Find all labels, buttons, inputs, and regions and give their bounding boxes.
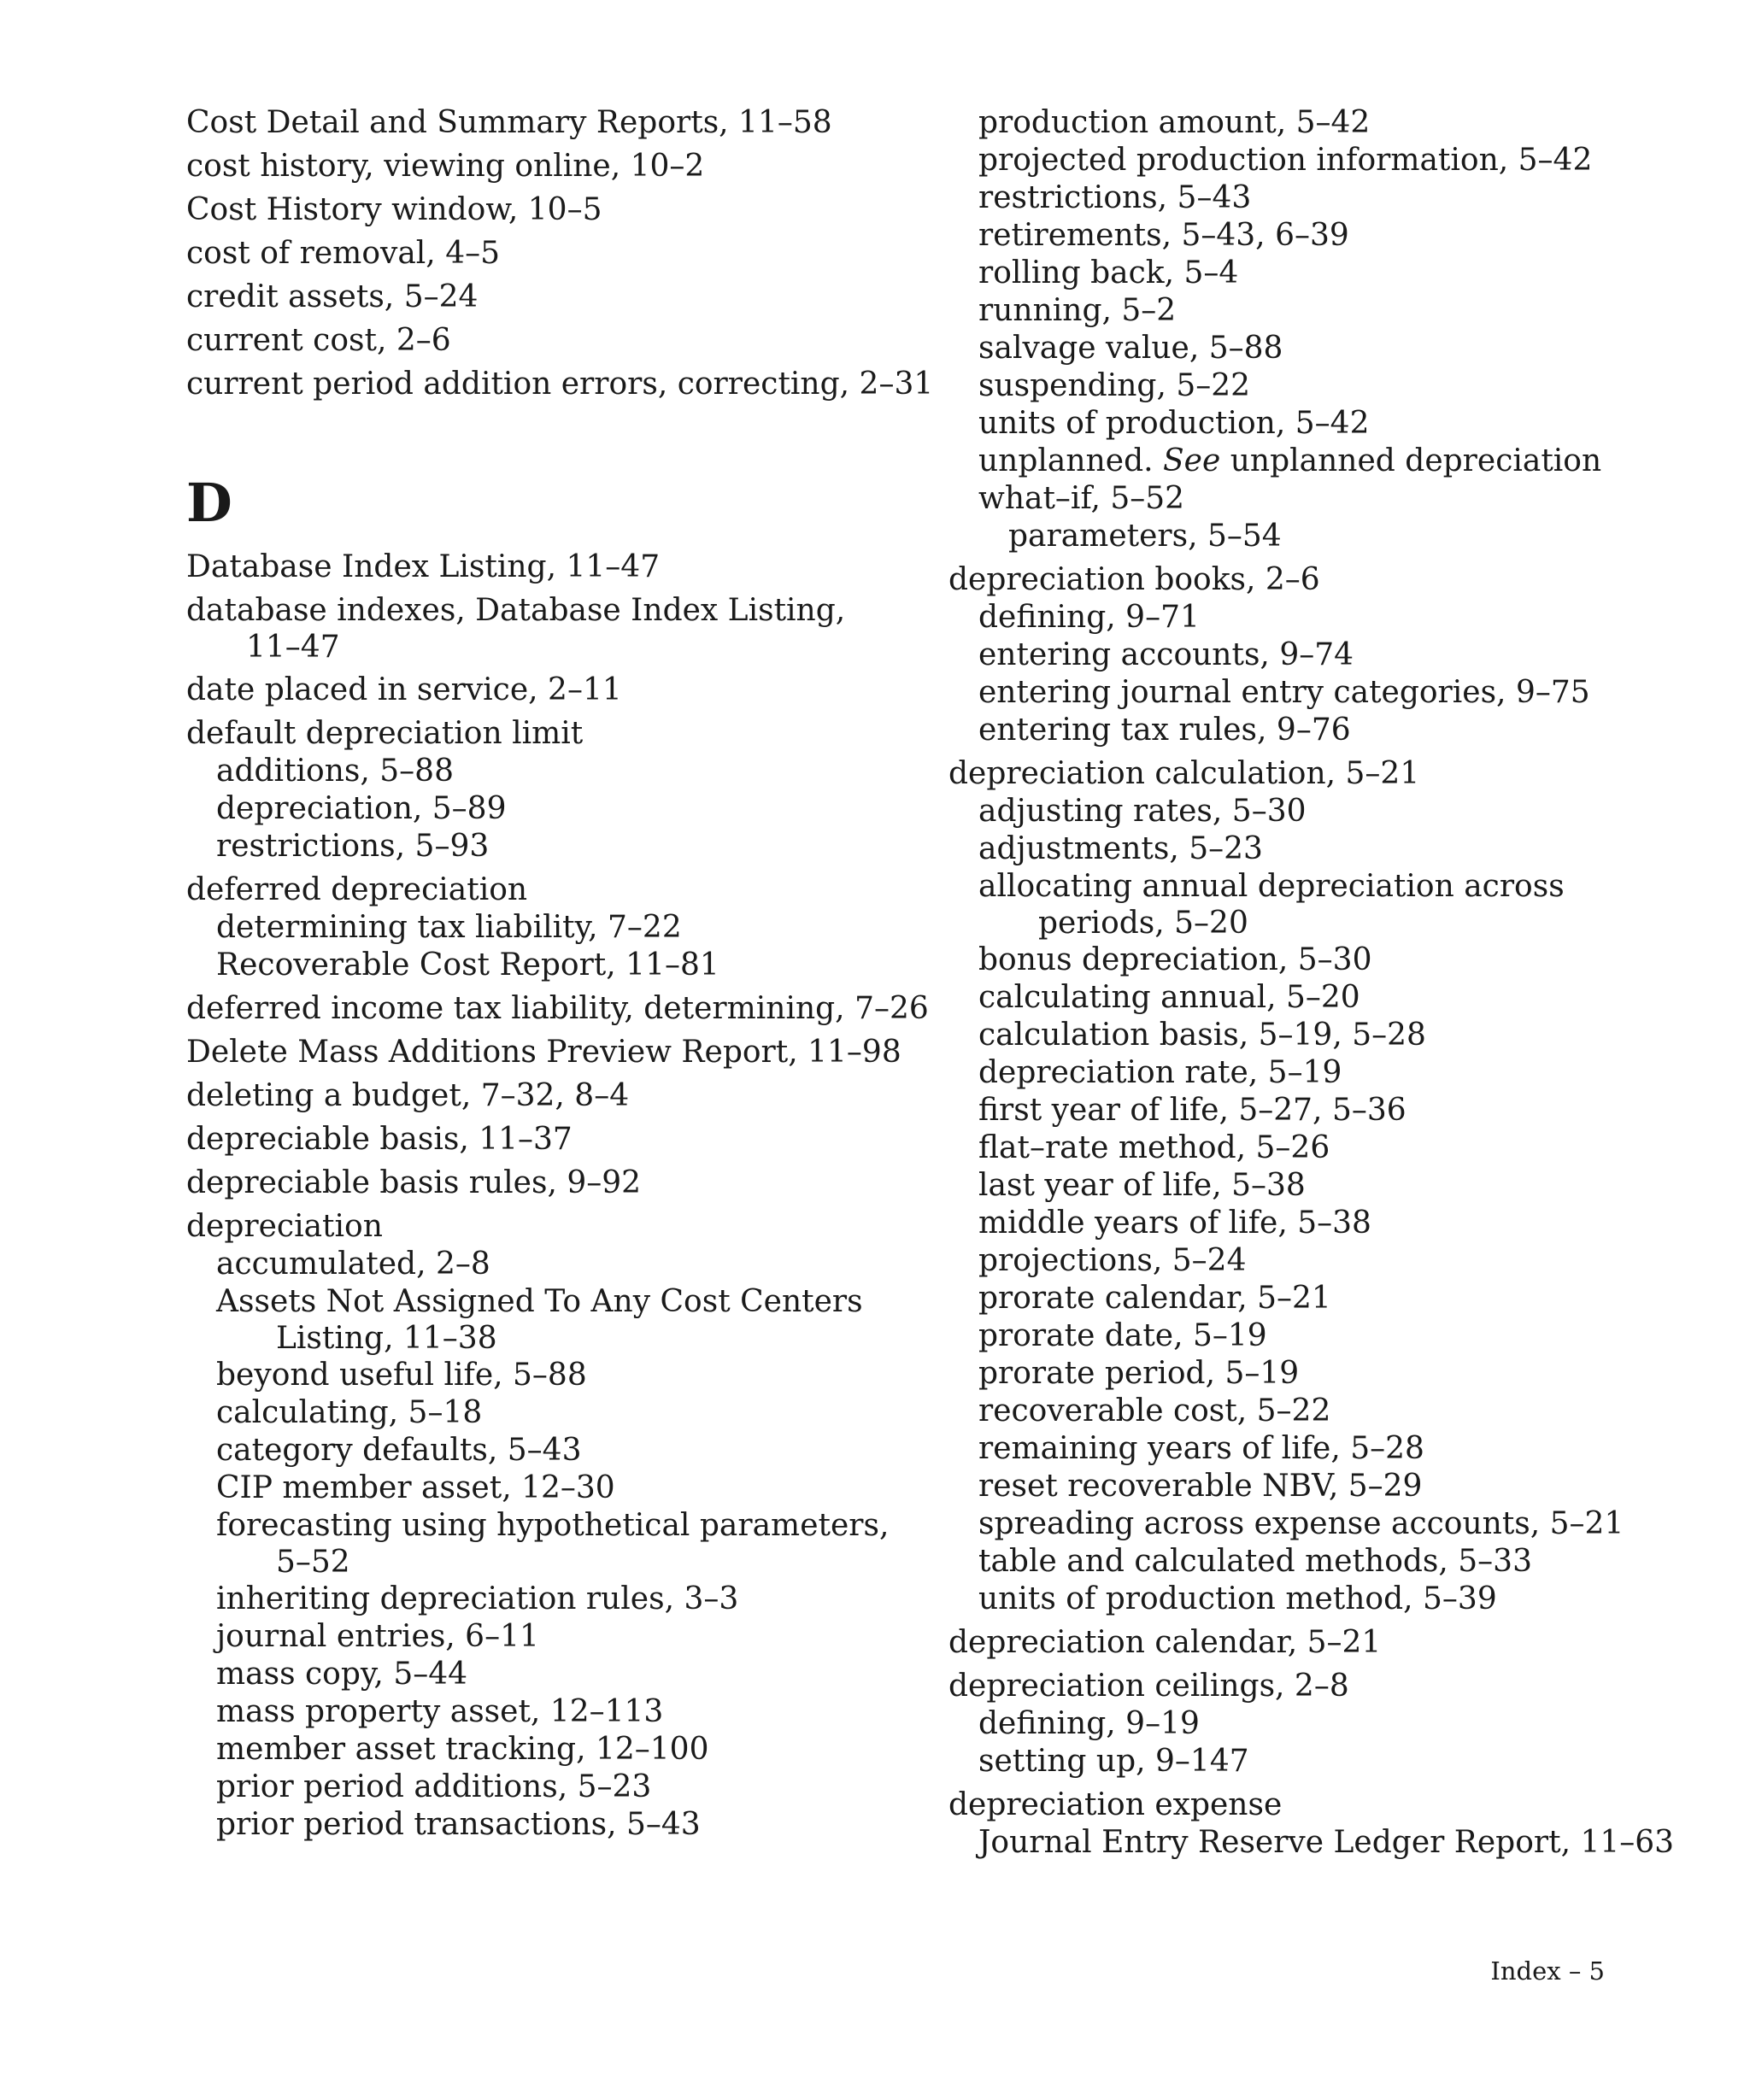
index-entry: depreciation [186, 1209, 383, 1244]
index-subentry: reset recoverable NBV, 5–29 [978, 1469, 1423, 1504]
index-subentry: rolling back, 5–4 [978, 255, 1239, 290]
see-reference-label: See [1163, 443, 1221, 478]
index-subentry: determining tax liability, 7–22 [216, 910, 682, 945]
index-subentry: entering accounts, 9–74 [978, 637, 1354, 672]
index-subentry: Assets Not Assigned To Any Cost Centers Listing, 11–38 [186, 1283, 938, 1357]
index-subentry: suspending, 5–22 [978, 368, 1251, 403]
index-subentry: units of production, 5–42 [978, 406, 1370, 441]
index-subentry: unplanned. See unplanned depreciation [978, 443, 1602, 478]
index-subentry: what–if, 5–52 [978, 481, 1185, 516]
index-subentry: CIP member asset, 12–30 [216, 1470, 615, 1505]
index-subentry: spreading across expense accounts, 5–21 [978, 1506, 1624, 1541]
index-entry: depreciable basis rules, 9–92 [186, 1165, 642, 1200]
index-subentry: prior period additions, 5–23 [216, 1769, 652, 1804]
index-entry: depreciation ceilings, 2–8 [948, 1669, 1349, 1704]
index-subentry: adjusting rates, 5–30 [978, 794, 1307, 829]
index-subentry: forecasting using hypothetical parameters, 5–52 [186, 1507, 938, 1581]
index-entry: current period addition errors, correcting, 2–31 [186, 367, 934, 402]
index-subentry: accumulated, 2–8 [216, 1247, 490, 1282]
index-subentry: setting up, 9–147 [978, 1744, 1249, 1779]
index-subentry: recoverable cost, 5–22 [978, 1393, 1331, 1428]
index-subentry: entering tax rules, 9–76 [978, 713, 1351, 748]
index-subentry: calculation basis, 5–19, 5–28 [978, 1018, 1426, 1053]
index-subentry: prorate date, 5–19 [978, 1318, 1267, 1353]
index-entry: default depreciation limit [186, 716, 584, 751]
index-subentry: prior period transactions, 5–43 [216, 1807, 701, 1842]
index-subentry: member asset tracking, 12–100 [216, 1732, 709, 1767]
index-entry: credit assets, 5–24 [186, 279, 479, 314]
index-subentry: allocating annual depreciation across periods, 5–20 [948, 868, 1700, 941]
index-entry: deleting a budget, 7–32, 8–4 [186, 1078, 630, 1113]
index-subentry: restrictions, 5–43 [978, 180, 1252, 215]
index-entry: depreciation calculation, 5–21 [948, 756, 1420, 791]
index-subentry: depreciation, 5–89 [216, 791, 507, 826]
index-entry: cost history, viewing online, 10–2 [186, 149, 705, 184]
index-entry-continuation: Listing, 11–38 [276, 1321, 497, 1356]
index-subentry: inheriting depreciation rules, 3–3 [216, 1581, 739, 1616]
index-subentry: defining, 9–19 [978, 1706, 1200, 1741]
index-subsubentry: parameters, 5–54 [1008, 519, 1282, 554]
index-subentry: salvage value, 5–88 [978, 331, 1283, 366]
index-subentry: bonus depreciation, 5–30 [978, 942, 1372, 977]
index-entry: deferred income tax liability, determining, 7–26 [186, 991, 929, 1026]
index-group-d [186, 548, 938, 1844]
index-entry: Delete Mass Additions Preview Report, 11–98 [186, 1035, 901, 1070]
index-entry: database indexes, Database Index Listing, 11–47 [186, 592, 938, 666]
index-subentry: additions, 5–88 [216, 754, 454, 789]
index-subentry: adjustments, 5–23 [978, 831, 1263, 866]
index-entry: cost of removal, 4–5 [186, 236, 500, 271]
index-subentry: entering journal entry categories, 9–75 [978, 675, 1590, 710]
index-subentry: first year of life, 5–27, 5–36 [978, 1093, 1406, 1128]
index-subentry: production amount, 5–42 [978, 105, 1371, 140]
index-subentry: Journal Entry Reserve Ledger Report, 11–63 [978, 1825, 1675, 1860]
index-subentry: flat–rate method, 5–26 [978, 1130, 1330, 1165]
index-subentry: calculating, 5–18 [216, 1395, 483, 1430]
index-subentry: depreciation rate, 5–19 [978, 1055, 1342, 1090]
index-entry: deferred depreciation [186, 872, 528, 907]
index-subentry: table and calculated methods, 5–33 [978, 1544, 1532, 1579]
index-subentry: journal entries, 6–11 [216, 1619, 539, 1654]
index-entry: Cost Detail and Summary Reports, 11–58 [186, 105, 832, 140]
index-subentry: prorate calendar, 5–21 [978, 1281, 1331, 1316]
index-subentry: mass property asset, 12–113 [216, 1694, 664, 1729]
index-subentry: prorate period, 5–19 [978, 1356, 1300, 1391]
index-subentry: category defaults, 5–43 [216, 1433, 582, 1468]
index-subentry: restrictions, 5–93 [216, 829, 490, 864]
index-subentry: last year of life, 5–38 [978, 1168, 1306, 1203]
index-entry: Database Index Listing, 11–47 [186, 549, 661, 584]
index-subentry: units of production method, 5–39 [978, 1581, 1497, 1616]
index-entry: Cost History window, 10–5 [186, 192, 602, 227]
index-entry: depreciation calendar, 5–21 [948, 1625, 1382, 1660]
index-subentry: defining, 9–71 [978, 600, 1200, 635]
left-column [186, 104, 938, 1844]
index-subentry: remaining years of life, 5–28 [978, 1431, 1424, 1466]
index-subentry: Recoverable Cost Report, 11–81 [216, 947, 719, 983]
page-footer-label: Index – 5 [1490, 1956, 1605, 1986]
index-entry: depreciation books, 2–6 [948, 562, 1320, 597]
index-entry-continuation: 5–52 [276, 1545, 350, 1580]
index-subentry: beyond useful life, 5–88 [216, 1358, 587, 1393]
index-subentry: middle years of life, 5–38 [978, 1205, 1371, 1241]
index-entry: depreciable basis, 11–37 [186, 1122, 573, 1157]
index-entry-continuation: periods, 5–20 [1038, 906, 1248, 941]
index-entry-continuation: 11–47 [246, 630, 340, 665]
index-subentry: projections, 5–24 [978, 1243, 1247, 1278]
index-subentry: running, 5–2 [978, 293, 1177, 328]
index-entry: date placed in service, 2–11 [186, 672, 622, 707]
section-heading-d: D [186, 472, 232, 534]
index-subentry: mass copy, 5–44 [216, 1657, 468, 1692]
index-entry: current cost, 2–6 [186, 323, 451, 358]
index-subentry: retirements, 5–43, 6–39 [978, 218, 1349, 253]
index-entry: depreciation expense [948, 1787, 1283, 1822]
index-subentry: projected production information, 5–42 [978, 143, 1593, 178]
index-group-c [186, 104, 938, 403]
right-column [948, 104, 1700, 1862]
index-subentry: calculating annual, 5–20 [978, 980, 1360, 1015]
